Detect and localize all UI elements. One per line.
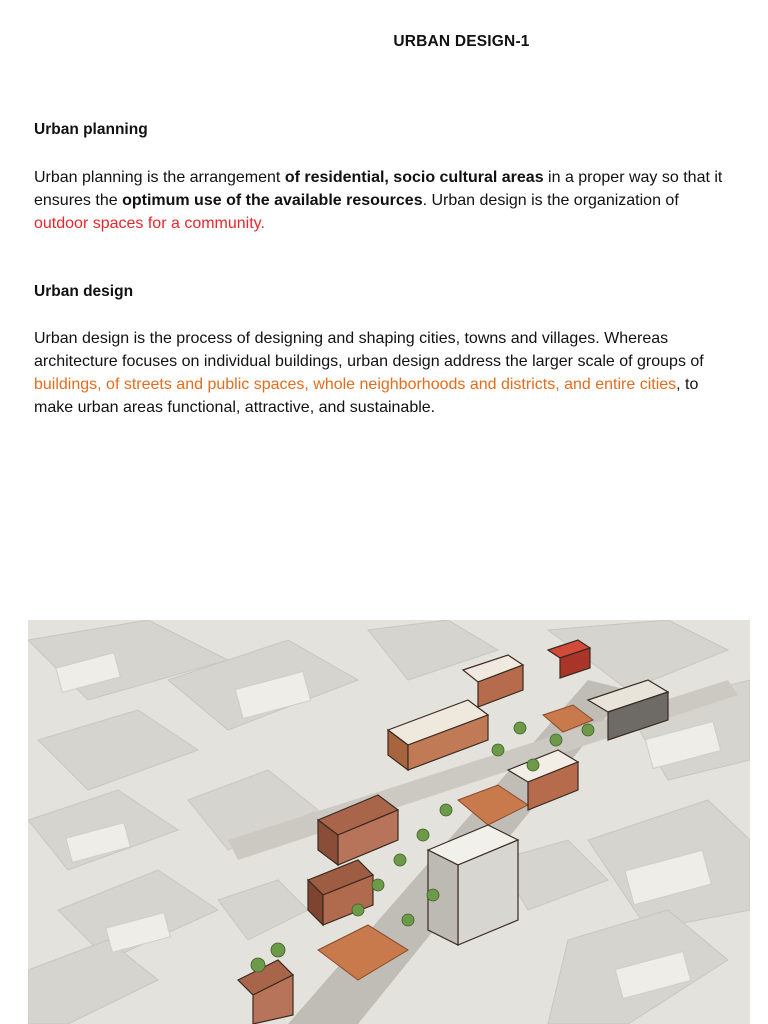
text-span: in a proper way so that it ensures the	[34, 169, 723, 209]
paragraph-urban-planning	[34, 166, 734, 235]
orange-span-buildings: buildings, of streets and public spaces, whole neighborhoods and districts, and entire cities	[34, 376, 677, 393]
text-span: . Urban design is the organization of	[422, 192, 679, 209]
text-span: Urban design is the process of designing and shaping cities, towns and villages. Whereas architecture focuses on individual buildings, urban design address the larger scale of groups of	[34, 330, 704, 370]
paragraph-urban-design	[34, 327, 734, 419]
bold-span-resources: optimum use of the available resources	[122, 192, 423, 209]
page-title: URBAN DESIGN-1	[393, 33, 530, 50]
aerial-sketch-image	[28, 620, 750, 1024]
section-heading-urban-design: Urban design	[34, 283, 134, 300]
section-heading-urban-planning: Urban planning	[34, 121, 148, 138]
text-span: , to make urban areas functional, attractive, and sustainable.	[34, 376, 699, 416]
bold-span-residential: of residential, socio cultural areas	[284, 169, 544, 186]
urban-design-illustration	[28, 620, 750, 1024]
red-span-outdoor-spaces: outdoor spaces for a community.	[34, 215, 265, 232]
text-span: Urban planning is the arrangement	[34, 169, 285, 186]
